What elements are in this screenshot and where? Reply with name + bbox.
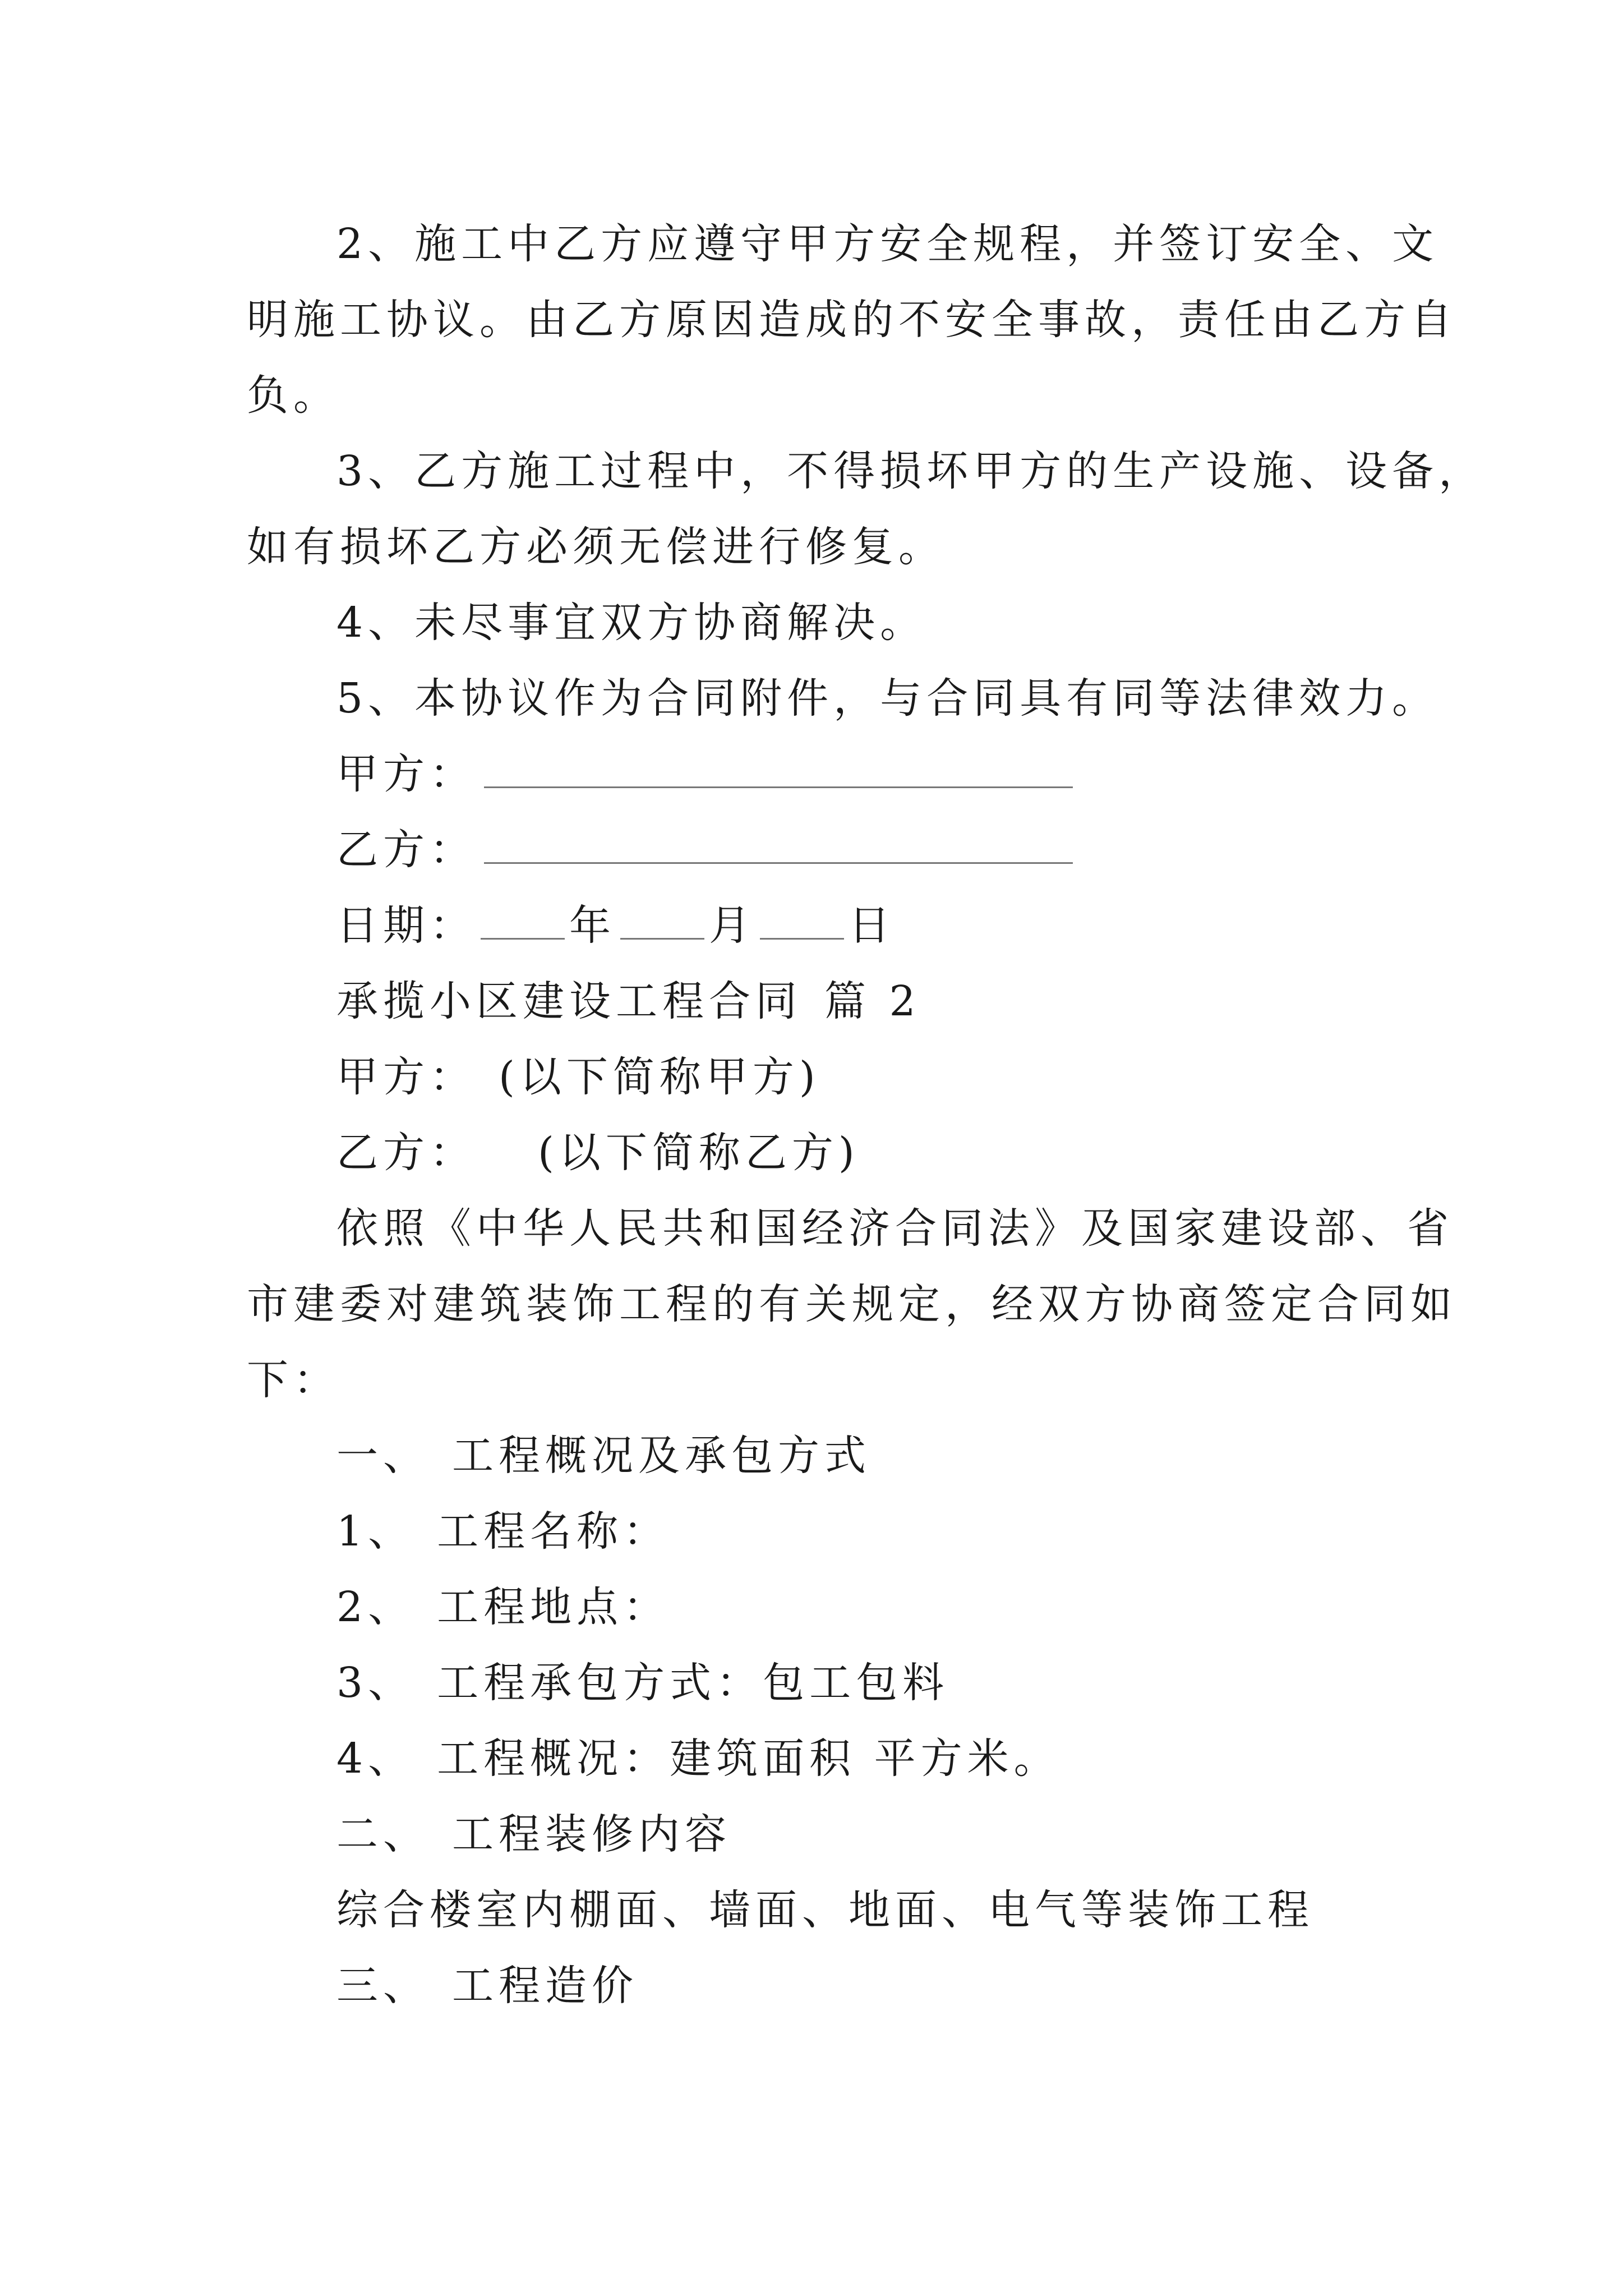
party-yi-note: (以下简称乙方) <box>538 1129 860 1177</box>
paragraph-3-line-1: 3、乙方施工过程中，不得损坏甲方的生产设施、设备， <box>336 447 1486 495</box>
section-1-title: 工程概况及承包方式 <box>452 1432 871 1480</box>
contract-2-title-text: 承揽小区建设工程合同 <box>336 977 802 1025</box>
section-3-number: 三、 <box>336 1962 430 2010</box>
date-month-blank[interactable] <box>620 899 704 940</box>
section-1-heading <box>336 1428 871 1484</box>
item-3-text: 工程承包方式：包工包料 <box>437 1659 949 1707</box>
party-yi-label: 乙方： <box>336 1129 476 1177</box>
section-1-number: 一、 <box>336 1432 430 1480</box>
section-3-title: 工程造价 <box>452 1962 638 2010</box>
intro-line-1: 依照《中华人民共和国经济合同法》及国家建设部、省 <box>336 1204 1454 1253</box>
date-day-label: 日 <box>849 901 895 950</box>
item-4-number: 4、 <box>336 1734 415 1783</box>
intro-line-3: 下： <box>247 1356 340 1404</box>
party-jia-note: (以下简称甲方) <box>499 1053 820 1101</box>
section-2-number: 二、 <box>336 1810 430 1858</box>
paragraph-5: 5、本协议作为合同附件，与合同具有同等法律效力。 <box>336 674 1439 723</box>
paragraph-2-line-3: 负。 <box>247 371 340 420</box>
item-1-text: 工程名称： <box>437 1507 670 1556</box>
item-3-number: 3、 <box>336 1659 415 1707</box>
signature-line-yi <box>336 822 1073 878</box>
signature-yi-blank[interactable] <box>484 823 1073 864</box>
item-1 <box>336 1503 670 1559</box>
signature-yi-label: 乙方： <box>336 826 476 874</box>
paragraph-2-line-1: 2、施工中乙方应遵守甲方安全规程，并签订安全、文 <box>336 220 1439 268</box>
signature-line-jia <box>336 746 1073 802</box>
item-4 <box>336 1731 1061 1787</box>
item-2 <box>336 1579 670 1635</box>
date-day-blank[interactable] <box>760 899 844 940</box>
section-2-title: 工程装修内容 <box>452 1810 731 1858</box>
signature-jia-label: 甲方： <box>336 750 476 798</box>
party-jia-line <box>336 1049 820 1105</box>
item-2-text: 工程地点： <box>437 1583 670 1631</box>
section-2-heading <box>336 1806 731 1862</box>
signature-jia-blank[interactable] <box>484 747 1073 788</box>
item-2-number: 2、 <box>336 1583 415 1631</box>
section-3-heading <box>336 1958 638 2014</box>
paragraph-4: 4、未尽事宜双方协商解决。 <box>336 599 927 647</box>
date-year-label: 年 <box>569 901 616 950</box>
paragraph-3-line-2: 如有损坏乙方必须无偿进行修复。 <box>247 523 945 571</box>
paragraph-2-line-2: 明施工协议。由乙方原因造成的不安全事故，责任由乙方自 <box>247 296 1457 344</box>
party-yi-line <box>336 1125 860 1181</box>
item-4-text: 工程概况：建筑面积 平方米。 <box>437 1734 1061 1783</box>
date-year-blank[interactable] <box>481 899 565 940</box>
date-line <box>336 898 895 954</box>
date-month-label: 月 <box>709 901 755 950</box>
contract-2-title <box>336 973 921 1029</box>
date-label: 日期： <box>336 901 476 950</box>
item-1-number: 1、 <box>336 1507 415 1556</box>
item-3 <box>336 1655 949 1711</box>
section-2-body: 综合楼室内棚面、墙面、地面、电气等装饰工程 <box>336 1886 1314 1934</box>
party-jia-label: 甲方： <box>336 1053 476 1101</box>
contract-2-title-suffix: 篇 2 <box>824 977 921 1025</box>
intro-line-2: 市建委对建筑装饰工程的有关规定，经双方协商签定合同如 <box>247 1280 1457 1328</box>
